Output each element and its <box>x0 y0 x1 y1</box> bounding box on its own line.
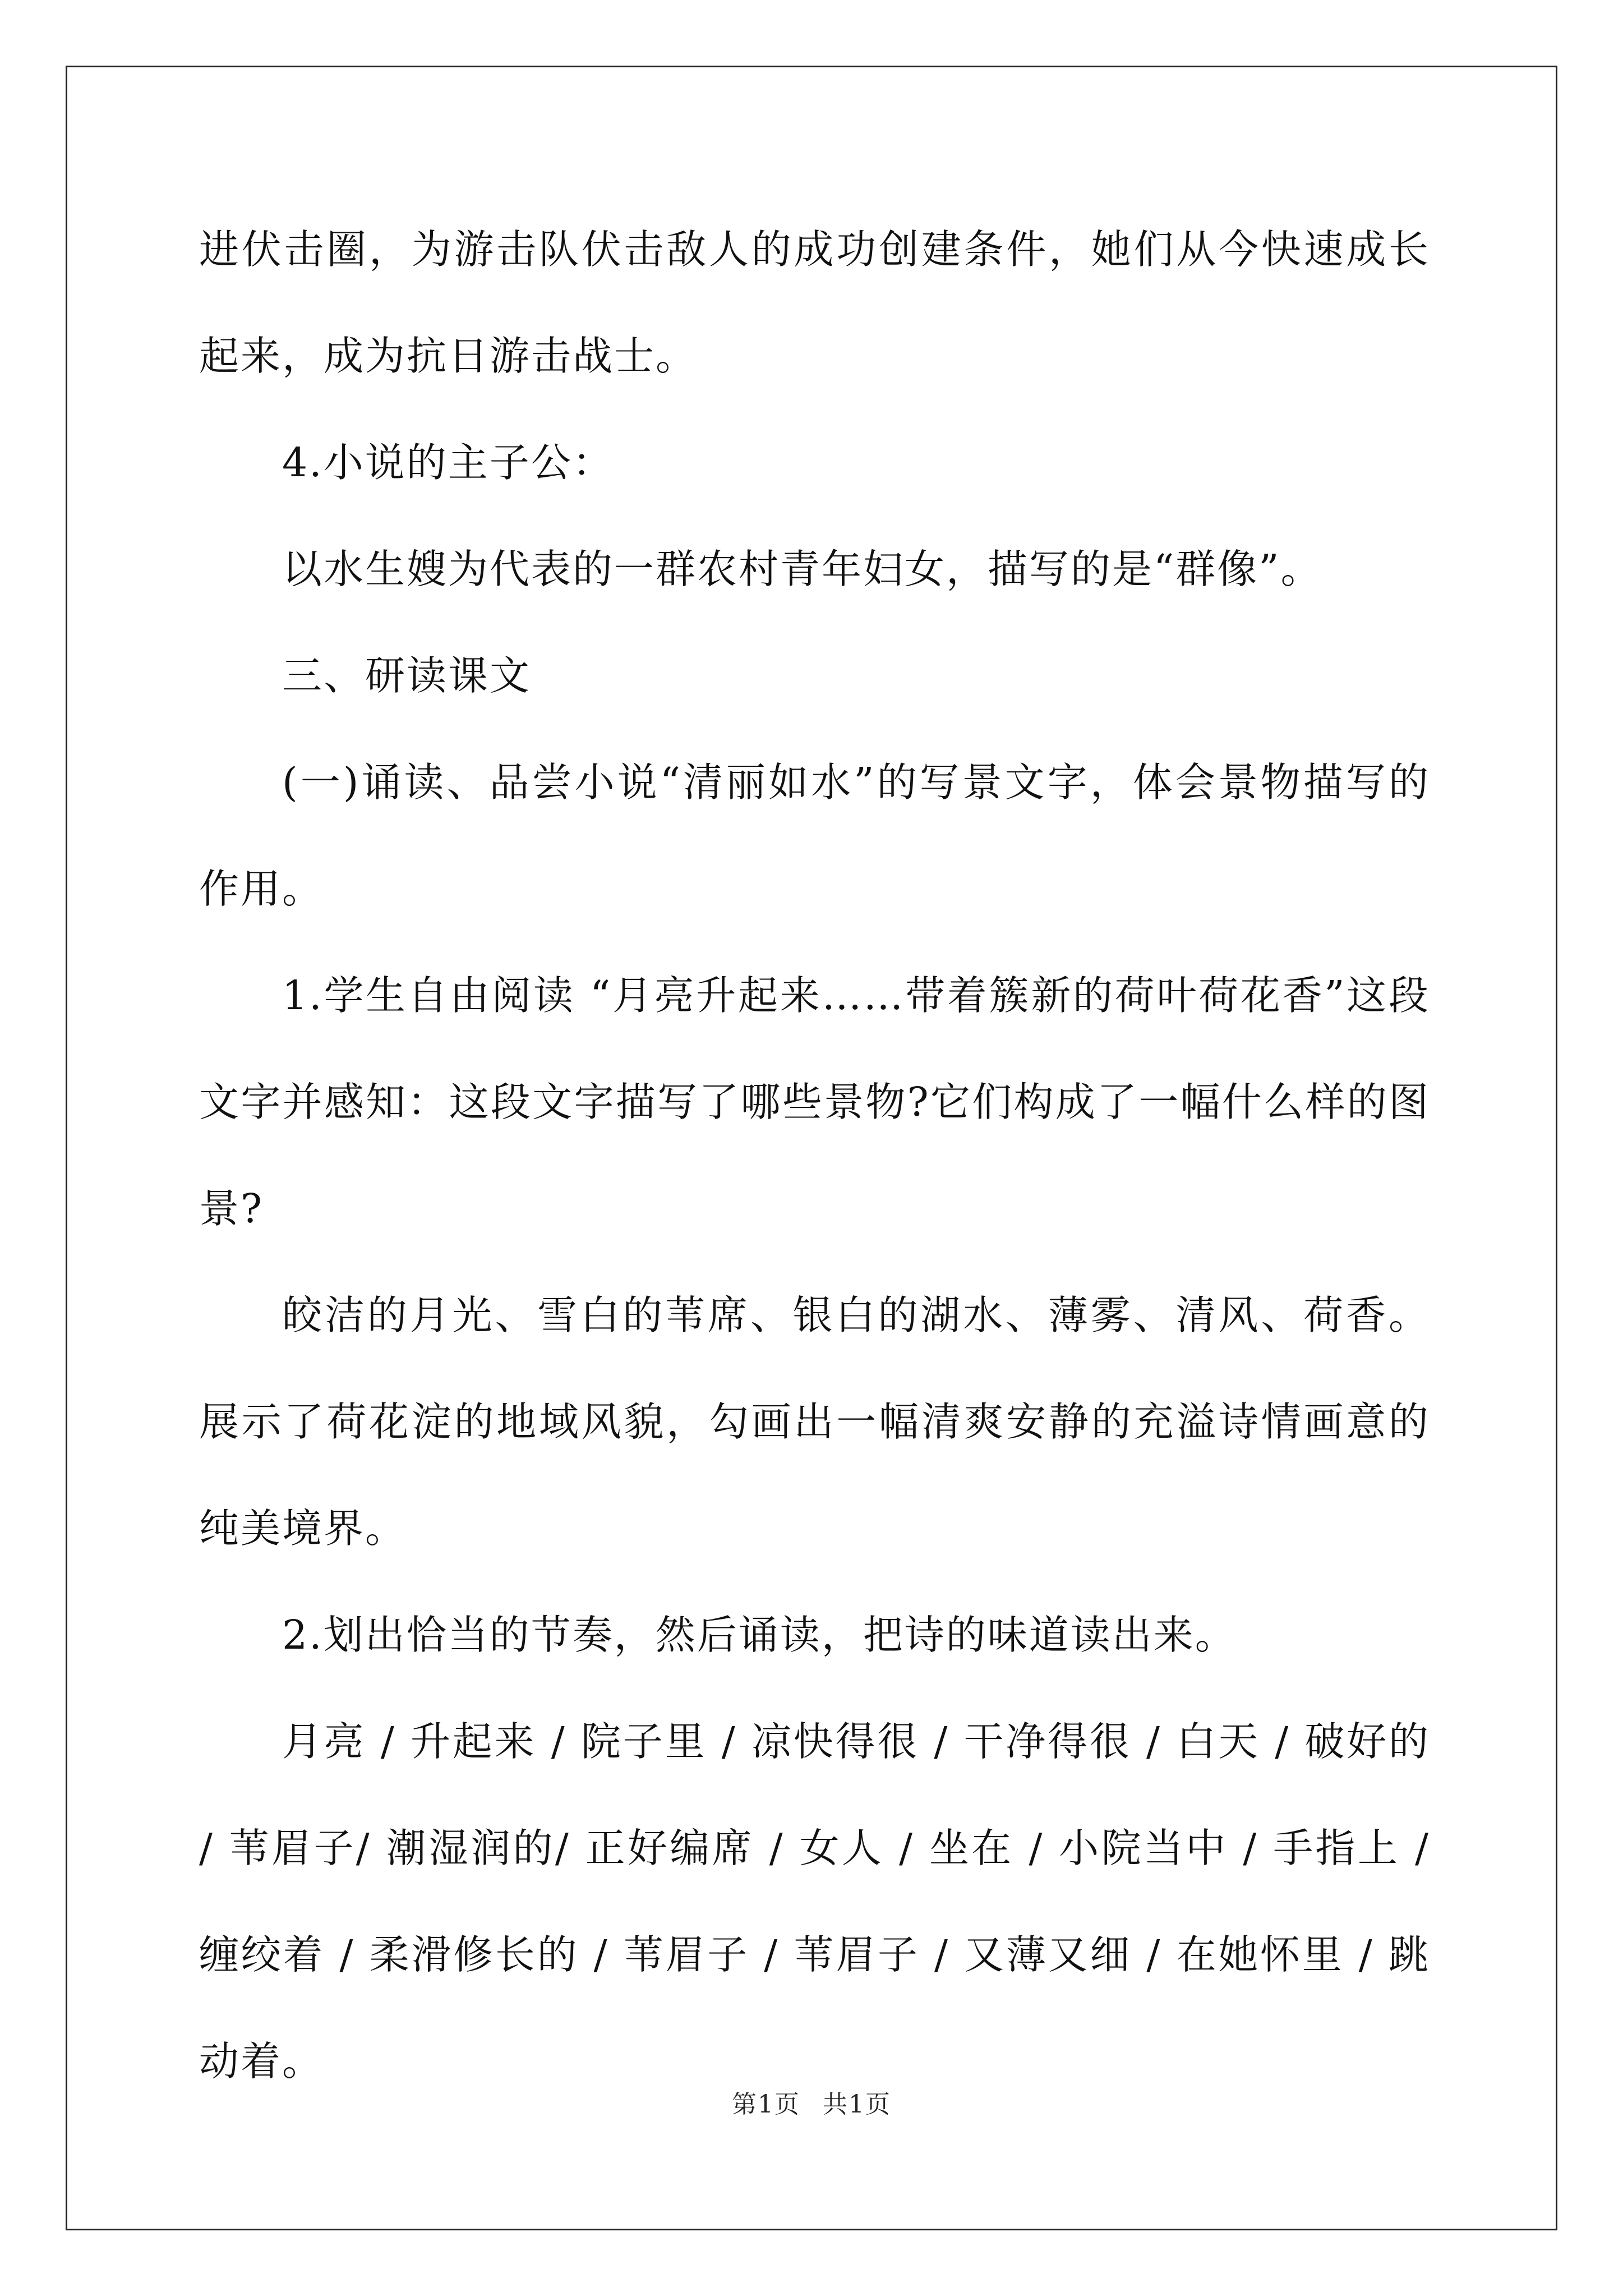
paragraph: 以水生嫂为代表的一群农村青年妇女，描写的是“群像”。 <box>282 546 1322 592</box>
paragraph: 进伏击圈，为游击队伏击敌人的成功创建条件，她们从今快速成长起来，成为抗日游击战士。 <box>199 226 1430 379</box>
paragraph: 4.小说的主子公： <box>282 439 614 486</box>
page-footer <box>0 2084 1623 2120</box>
paragraph: (一)诵读、品尝小说“清丽如水”的写景文字，体会景物描写的作用。 <box>199 759 1430 912</box>
paragraph: 月亮 / 升起来 / 院子里 / 凉快得很 / 干净得很 / 白天 / 破好的 / 苇眉子/ 潮湿润的/ 正好编席 / 女人 / 坐在 / 小院当中 / 手指上 / 缠绞着 / 柔滑修长的 / 苇眉子 / 苇眉子 / 又薄又细 / 在她怀里 / 跳动着。 <box>199 1718 1430 2085</box>
paragraph: 2.划出恰当的节奏，然后诵读，把诗的味道读出来。 <box>282 1612 1237 1658</box>
paragraph: 皎洁的月光、雪白的苇席、银白的湖水、薄雾、清风、荷香。展示了荷花淀的地域风貌，勾画出一幅清爽安静的充溢诗情画意的纯美境界。 <box>199 1292 1430 1552</box>
paragraph: 1.学生自由阅读 “月亮升起来……带着簇新的荷叶荷花香”这段文字并感知：这段文字描写了哪些景物?它们构成了一幅什么样的图景? <box>199 972 1430 1232</box>
section-heading: 三、研读课文 <box>282 652 532 699</box>
page-total: 共1页 <box>823 2090 891 2119</box>
page-number: 第1页 <box>732 2090 800 2119</box>
document-body <box>199 196 1430 2115</box>
